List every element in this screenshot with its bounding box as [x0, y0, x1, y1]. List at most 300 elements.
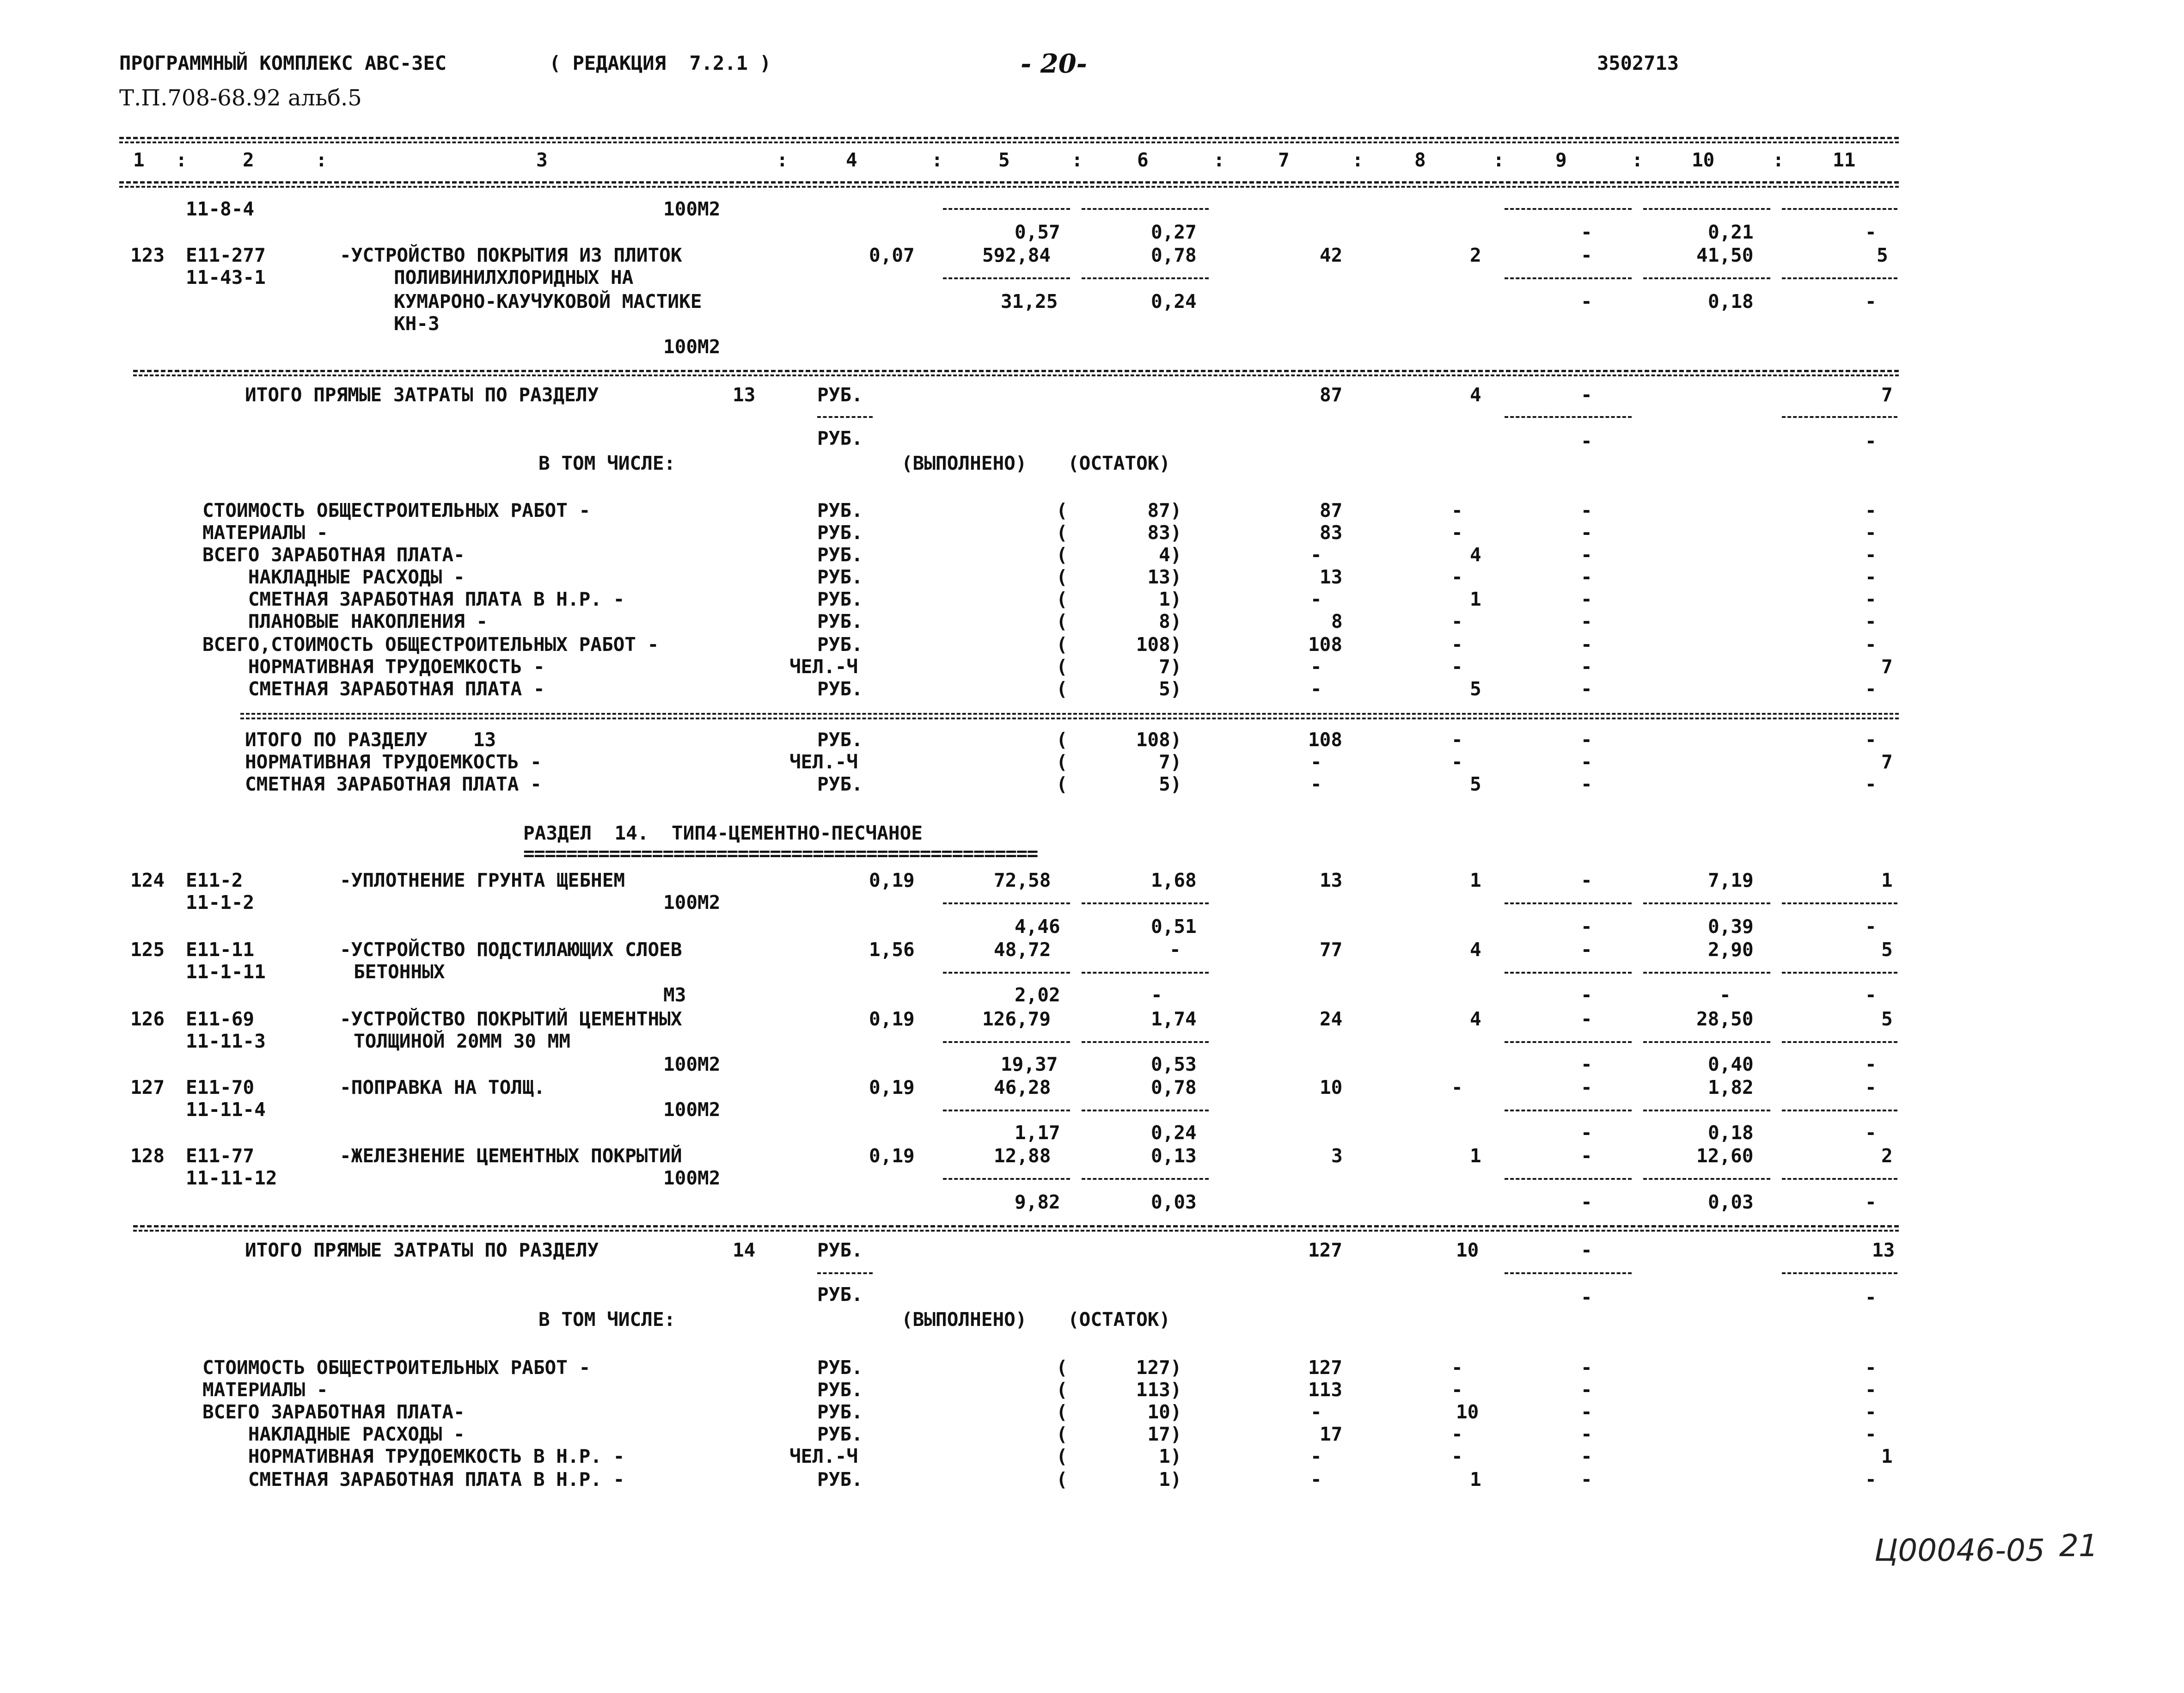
value-col11: -: [1865, 499, 1877, 521]
value-col8: -: [1451, 729, 1463, 751]
breakdown-label: СТОИМОСТЬ ОБЩЕСТРОИТЕЛЬНЫХ РАБОТ -: [202, 499, 591, 521]
done-column-label: (ВЫПОЛНЕНО): [901, 1308, 1027, 1331]
cell-rule: [1505, 1178, 1632, 1180]
section-number: 14: [733, 1239, 756, 1261]
value-col8: -: [1451, 1445, 1463, 1467]
value-col5: 592,84: [982, 244, 1051, 266]
value-col9: -: [1581, 521, 1592, 544]
value-col11: 7: [1881, 384, 1893, 406]
col-separator: :: [1632, 149, 1643, 171]
value-col7: -: [1310, 656, 1322, 678]
value-col9: -: [1581, 610, 1592, 632]
value-col9: -: [1581, 1008, 1592, 1030]
done-value: ( 17): [1056, 1423, 1182, 1445]
value-col7: 108: [1308, 729, 1343, 751]
cell-rule: [817, 1272, 873, 1274]
value-col11: -: [1865, 1286, 1877, 1308]
value-col8: 4: [1470, 1008, 1481, 1030]
value-col6: 0,78: [1151, 244, 1197, 266]
value-col9: -: [1581, 939, 1592, 961]
cell-rule: [1782, 416, 1897, 418]
value-col11: -: [1865, 1356, 1877, 1379]
value-col5: 19,37: [1001, 1053, 1058, 1075]
value-col11: 5: [1877, 244, 1888, 266]
total-label: ИТОГО ПРЯМЫЕ ЗАТРАТЫ ПО РАЗДЕЛУ: [245, 1239, 599, 1261]
col-number-6: 6: [1137, 149, 1149, 171]
rule: [133, 1230, 1899, 1232]
done-value: ( 108): [1056, 729, 1182, 751]
value-col11: 1: [1881, 1445, 1893, 1467]
value-col10: 0,40: [1708, 1053, 1754, 1075]
rule: [240, 713, 1899, 715]
item-code: Е11-2: [186, 869, 243, 891]
value-col10: 1,82: [1708, 1076, 1754, 1098]
col-number-1: 1: [133, 149, 145, 171]
unit: РУБ.: [817, 610, 863, 632]
value-col8: -: [1451, 610, 1463, 632]
value-col9: -: [1581, 984, 1592, 1006]
value-col11: -: [1865, 678, 1877, 700]
value-col8: 5: [1470, 678, 1481, 700]
value-col7: -: [1310, 588, 1322, 610]
value-col5: 12,88: [994, 1145, 1051, 1167]
item-number: 127: [130, 1076, 165, 1098]
rule: [240, 718, 1899, 719]
rule: [133, 370, 1899, 372]
value-col10: 12,60: [1696, 1145, 1754, 1167]
item-quantity: 0,19: [869, 869, 915, 891]
cell-rule: [1505, 277, 1632, 279]
item-unit: 100М2: [663, 1167, 721, 1189]
value-col9: -: [1581, 244, 1592, 266]
item-unit: М3: [663, 984, 686, 1006]
value-col8: 1: [1470, 1468, 1481, 1491]
value-col9: -: [1581, 1191, 1592, 1213]
done-value: ( 10): [1056, 1401, 1182, 1423]
done-value: ( 113): [1056, 1379, 1182, 1401]
unit: ЧЕЛ.-Ч: [789, 656, 858, 678]
total-label: ИТОГО ПО РАЗДЕЛУ 13: [245, 729, 496, 751]
col-separator: :: [1352, 149, 1364, 171]
value-col8: 1: [1470, 1145, 1481, 1167]
value-col8: 4: [1470, 939, 1481, 961]
col-number-7: 7: [1278, 149, 1290, 171]
value-col8: 1: [1470, 869, 1481, 891]
cell-rule: [1782, 902, 1897, 904]
value-col9: -: [1581, 751, 1592, 773]
cell-rule: [1782, 972, 1897, 974]
done-value: ( 8): [1056, 610, 1182, 632]
value-col7: -: [1310, 773, 1322, 795]
done-value: ( 1): [1056, 588, 1182, 610]
value-col8: -: [1451, 566, 1463, 588]
breakdown-label: СТОИМОСТЬ ОБЩЕСТРОИТЕЛЬНЫХ РАБОТ -: [202, 1356, 591, 1379]
cell-rule: [1082, 277, 1209, 279]
done-value: ( 127): [1056, 1356, 1182, 1379]
item-description: КУМАРОНО-КАУЧУКОВОЙ МАСТИКЕ: [394, 290, 702, 313]
item-code-secondary: 11-11-12: [186, 1167, 277, 1189]
value-col10: 7,19: [1708, 869, 1754, 891]
done-value: ( 7): [1056, 656, 1182, 678]
unit: РУБ.: [817, 499, 863, 521]
cell-rule: [1505, 972, 1632, 974]
value-col7: 24: [1320, 1008, 1343, 1030]
value-col8: 10: [1456, 1401, 1479, 1423]
value-col7: 3: [1331, 1145, 1343, 1167]
cell-rule: [943, 1110, 1070, 1111]
done-value: ( 13): [1056, 566, 1182, 588]
page-number: - 20-: [1021, 49, 1087, 79]
value-col5: 4,46: [1015, 915, 1060, 938]
cell-rule: [1643, 208, 1770, 210]
item-code: Е11-77: [186, 1145, 255, 1167]
value-col9: -: [1581, 566, 1592, 588]
value-col9: -: [1581, 430, 1592, 452]
breakdown-label: НАКЛАДНЫЕ РАСХОДЫ -: [202, 1423, 465, 1445]
value-col7: -: [1310, 1468, 1322, 1491]
value-col6: 0,51: [1151, 915, 1197, 938]
breakdown-label: СМЕТНАЯ ЗАРАБОТНАЯ ПЛАТА В Н.Р. -: [202, 1468, 625, 1491]
including-label: В ТОМ ЧИСЛЕ:: [538, 1308, 676, 1331]
value-col7: 10: [1320, 1076, 1343, 1098]
col-number-9: 9: [1555, 149, 1567, 171]
value-col10: 0,03: [1708, 1191, 1754, 1213]
value-col11: -: [1865, 1379, 1877, 1401]
rule: [119, 181, 1899, 184]
item-quantity: 0,19: [869, 1145, 915, 1167]
item-code-secondary: 11-11-4: [186, 1098, 266, 1121]
item-unit: 100М2: [663, 1053, 721, 1075]
value-col11: -: [1865, 1468, 1877, 1491]
value-col11: -: [1865, 290, 1877, 313]
cell-rule: [1782, 1272, 1897, 1274]
col-separator: :: [176, 149, 187, 171]
value-col9: -: [1581, 656, 1592, 678]
sheet-number: 21: [2059, 1528, 2098, 1564]
cell-rule: [1643, 1110, 1770, 1111]
value-col11: -: [1865, 773, 1877, 795]
value-col9: -: [1581, 290, 1592, 313]
cell-rule: [1782, 1178, 1897, 1180]
value-col9: -: [1581, 678, 1592, 700]
value-col7: -: [1310, 751, 1322, 773]
breakdown-label: МАТЕРИАЛЫ -: [202, 521, 328, 544]
item-code-secondary: 11-43-1: [186, 266, 266, 288]
section-number: 13: [733, 384, 756, 406]
col-separator: :: [316, 149, 327, 171]
value-col9: -: [1581, 915, 1592, 938]
value-col11: -: [1865, 633, 1877, 656]
rule: [119, 137, 1899, 139]
breakdown-label: ВСЕГО ЗАРАБОТНАЯ ПЛАТА-: [202, 544, 465, 566]
col-separator: :: [1213, 149, 1225, 171]
value-col10: 0,18: [1708, 290, 1754, 313]
value-col11: -: [1865, 610, 1877, 632]
value-col10: 2,90: [1708, 939, 1754, 961]
value-col8: -: [1451, 1379, 1463, 1401]
item-unit: 100М2: [663, 336, 721, 358]
col-number-11: 11: [1833, 149, 1856, 171]
value-col11: 2: [1881, 1145, 1893, 1167]
rule: [133, 1225, 1899, 1227]
value-col9: -: [1581, 384, 1592, 406]
cell-rule: [1082, 1041, 1209, 1043]
done-value: ( 5): [1056, 773, 1182, 795]
item-code-secondary: 11-11-3: [186, 1030, 266, 1052]
unit: РУБ.: [817, 678, 863, 700]
value-col9: -: [1581, 1379, 1592, 1401]
done-value: ( 108): [1056, 633, 1182, 656]
value-col6: -: [1169, 939, 1181, 961]
breakdown-label: ПЛАНОВЫЕ НАКОПЛЕНИЯ -: [202, 610, 488, 632]
item-description: -ЖЕЛЕЗНЕНИЕ ЦЕМЕНТНЫХ ПОКРЫТИЙ: [340, 1145, 682, 1167]
value-col9: -: [1581, 1423, 1592, 1445]
unit: РУБ.: [817, 544, 863, 566]
value-col7: 77: [1320, 939, 1343, 961]
value-col8: 4: [1470, 384, 1481, 406]
item-quantity: 0,19: [869, 1076, 915, 1098]
value-col8: -: [1451, 1356, 1463, 1379]
value-col6: 0,27: [1151, 221, 1197, 243]
value-col9: -: [1581, 499, 1592, 521]
value-col8: 1: [1470, 588, 1481, 610]
cell-rule: [1082, 1178, 1209, 1180]
unit: РУБ.: [817, 384, 863, 406]
done-value: ( 4): [1056, 544, 1182, 566]
unit: ЧЕЛ.-Ч: [789, 1445, 858, 1467]
cell-rule: [1643, 902, 1770, 904]
item-number: 125: [130, 939, 165, 961]
item-code: Е11-277: [186, 244, 266, 266]
value-col11: -: [1865, 430, 1877, 452]
value-col8: -: [1451, 633, 1463, 656]
value-col11: 7: [1881, 656, 1893, 678]
value-col11: 13: [1872, 1239, 1895, 1261]
total-label: ИТОГО ПРЯМЫЕ ЗАТРАТЫ ПО РАЗДЕЛУ: [245, 384, 599, 406]
value-col9: -: [1581, 1122, 1592, 1144]
item-quantity: 1,56: [869, 939, 915, 961]
col-number-2: 2: [243, 149, 254, 171]
col-number-4: 4: [846, 149, 857, 171]
value-col8: 2: [1470, 244, 1481, 266]
cell-rule: [943, 1178, 1070, 1180]
value-col9: -: [1581, 588, 1592, 610]
cell-rule: [1505, 1041, 1632, 1043]
cell-rule: [943, 277, 1070, 279]
breakdown-label: НАКЛАДНЫЕ РАСХОДЫ -: [202, 566, 465, 588]
value-col10: 41,50: [1696, 244, 1754, 266]
cell-rule: [943, 1041, 1070, 1043]
item-code: Е11-70: [186, 1076, 255, 1098]
breakdown-label: ВСЕГО,СТОИМОСТЬ ОБЩЕСТРОИТЕЛЬНЫХ РАБОТ -: [202, 633, 659, 656]
value-col8: 4: [1470, 544, 1481, 566]
cell-rule: [1505, 1272, 1632, 1274]
cell-rule: [1782, 208, 1897, 210]
item-description: КН-3: [394, 313, 440, 335]
item-description: БЕТОННЫХ: [354, 961, 445, 983]
item-description: -УСТРОЙСТВО ПОКРЫТИЯ ИЗ ПЛИТОК: [340, 244, 682, 266]
remaining-column-label: (ОСТАТОК): [1068, 452, 1171, 474]
cell-rule: [1505, 208, 1632, 210]
value-col8: -: [1451, 521, 1463, 544]
cell-rule: [1643, 972, 1770, 974]
col-separator: :: [1493, 149, 1505, 171]
cell-rule: [1082, 902, 1209, 904]
including-label: В ТОМ ЧИСЛЕ:: [538, 452, 676, 474]
item-number: 123: [130, 244, 165, 266]
col-number-8: 8: [1414, 149, 1426, 171]
done-value: ( 1): [1056, 1468, 1182, 1491]
value-col11: 1: [1881, 869, 1893, 891]
value-col7: 87: [1320, 384, 1343, 406]
value-col11: -: [1865, 984, 1877, 1006]
inventory-stamp: Ц00046-05: [1874, 1533, 2045, 1568]
cell-rule: [1505, 1110, 1632, 1111]
value-col11: -: [1865, 1191, 1877, 1213]
cell-rule: [1643, 1178, 1770, 1180]
value-col11: -: [1865, 566, 1877, 588]
value-col8: -: [1451, 751, 1463, 773]
value-col8: -: [1451, 1076, 1463, 1098]
breakdown-label: МАТЕРИАЛЫ -: [202, 1379, 328, 1401]
item-description: -УСТРОЙСТВО ПОДСТИЛАЮЩИХ СЛОЕВ: [340, 939, 682, 961]
value-col10: 0,21: [1708, 221, 1754, 243]
value-col7: 108: [1308, 633, 1343, 656]
item-number: 126: [130, 1008, 165, 1030]
unit: РУБ.: [817, 1423, 863, 1445]
value-col7: 13: [1320, 566, 1343, 588]
section-14-underline: ================================================: [523, 842, 1038, 865]
value-col9: -: [1581, 729, 1592, 751]
value-col7: 127: [1308, 1356, 1343, 1379]
total-label: НОРМАТИВНАЯ ТРУДОЕМКОСТЬ -: [245, 751, 542, 773]
unit: РУБ.: [817, 633, 863, 656]
cell-rule: [1782, 1041, 1897, 1043]
done-value: ( 7): [1056, 751, 1182, 773]
value-col8: 10: [1456, 1239, 1479, 1261]
value-col7: -: [1310, 1401, 1322, 1423]
breakdown-label: СМЕТНАЯ ЗАРАБОТНАЯ ПЛАТА В Н.Р. -: [202, 588, 625, 610]
value-col6: -: [1151, 984, 1162, 1006]
done-value: ( 5): [1056, 678, 1182, 700]
value-col7: 83: [1320, 521, 1343, 544]
value-col7: -: [1310, 544, 1322, 566]
value-col9: -: [1581, 1401, 1592, 1423]
cell-rule: [1505, 902, 1632, 904]
cell-rule: [817, 416, 873, 418]
value-col7: 127: [1308, 1239, 1343, 1261]
value-col11: -: [1865, 729, 1877, 751]
item-description: ПОЛИВИНИЛХЛОРИДНЫХ НА: [394, 266, 634, 288]
value-col10: 28,50: [1696, 1008, 1754, 1030]
album-reference: Т.П.708-68.92 альб.5: [119, 85, 362, 111]
unit: РУБ.: [817, 1379, 863, 1401]
unit: РУБ.: [817, 588, 863, 610]
value-col7: -: [1310, 678, 1322, 700]
item-number: 124: [130, 869, 165, 891]
cell-rule: [1082, 972, 1209, 974]
value-col9: -: [1581, 1445, 1592, 1467]
section-14-title: РАЗДЕЛ 14. ТИП4-ЦЕМЕНТНО-ПЕСЧАНОЕ: [523, 822, 923, 844]
value-col11: -: [1865, 588, 1877, 610]
item-description: -УПЛОТНЕНИЕ ГРУНТА ЩЕБНЕМ: [340, 869, 625, 891]
cell-rule: [943, 902, 1070, 904]
value-col6: 0,24: [1151, 290, 1197, 313]
document-code: 3502713: [1597, 52, 1679, 74]
value-col9: -: [1581, 1468, 1592, 1491]
value-col11: 5: [1881, 1008, 1893, 1030]
value-col9: -: [1581, 221, 1592, 243]
value-col6: 0,13: [1151, 1145, 1197, 1167]
value-col9: -: [1581, 773, 1592, 795]
value-col6: 0,24: [1151, 1122, 1197, 1144]
cell-rule: [1643, 1041, 1770, 1043]
remaining-column-label: (ОСТАТОК): [1068, 1308, 1171, 1331]
value-col8: -: [1451, 1423, 1463, 1445]
rule: [119, 186, 1899, 188]
item-description: -УСТРОЙСТВО ПОКРЫТИЙ ЦЕМЕНТНЫХ: [340, 1008, 682, 1030]
value-col6: 1,68: [1151, 869, 1197, 891]
item-code: Е11-11: [186, 939, 255, 961]
unit: РУБ.: [817, 773, 863, 795]
value-col5: 126,79: [982, 1008, 1051, 1030]
value-col5: 9,82: [1015, 1191, 1060, 1213]
value-col7: 42: [1320, 244, 1343, 266]
item-unit: 100М2: [663, 1098, 721, 1121]
col-number-3: 3: [536, 149, 548, 171]
value-col11: -: [1865, 915, 1877, 938]
cell-rule: [943, 972, 1070, 974]
value-col8: -: [1451, 499, 1463, 521]
cell-rule: [1643, 277, 1770, 279]
value-col5: 48,72: [994, 939, 1051, 961]
value-col5: 2,02: [1015, 984, 1060, 1006]
value-col10: 0,39: [1708, 915, 1754, 938]
item-quantity: 0,07: [869, 244, 915, 266]
rule: [133, 374, 1899, 376]
col-number-5: 5: [998, 149, 1010, 171]
rule: [119, 141, 1899, 143]
item-quantity: 0,19: [869, 1008, 915, 1030]
unit: РУБ.: [817, 566, 863, 588]
value-col11: -: [1865, 1053, 1877, 1075]
value-col7: -: [1310, 1445, 1322, 1467]
col-separator: :: [931, 149, 943, 171]
col-separator: :: [777, 149, 788, 171]
breakdown-label: СМЕТНАЯ ЗАРАБОТНАЯ ПЛАТА -: [202, 678, 545, 700]
program-name: ПРОГРАММНЫЙ КОМПЛЕКС АВС-3ЕС: [119, 52, 447, 74]
value-col10: 0,18: [1708, 1122, 1754, 1144]
item-unit: 100М2: [663, 198, 721, 220]
item-code-secondary: 11-8-4: [186, 198, 255, 220]
done-value: ( 1): [1056, 1445, 1182, 1467]
value-col9: -: [1581, 1239, 1592, 1261]
value-col6: 0,03: [1151, 1191, 1197, 1213]
value-col7: 17: [1320, 1423, 1343, 1445]
value-col9: -: [1581, 869, 1592, 891]
value-col10: -: [1719, 984, 1731, 1006]
value-col9: -: [1581, 1286, 1592, 1308]
col-separator: :: [1071, 149, 1083, 171]
value-col6: 0,78: [1151, 1076, 1197, 1098]
cell-rule: [943, 208, 1070, 210]
breakdown-label: НОРМАТИВНАЯ ТРУДОЕМКОСТЬ -: [202, 656, 545, 678]
value-col7: 8: [1331, 610, 1343, 632]
breakdown-label: НОРМАТИВНАЯ ТРУДОЕМКОСТЬ В Н.Р. -: [202, 1445, 625, 1467]
value-col7: 13: [1320, 869, 1343, 891]
value-col5: 0,57: [1015, 221, 1060, 243]
value-col11: -: [1865, 1076, 1877, 1098]
